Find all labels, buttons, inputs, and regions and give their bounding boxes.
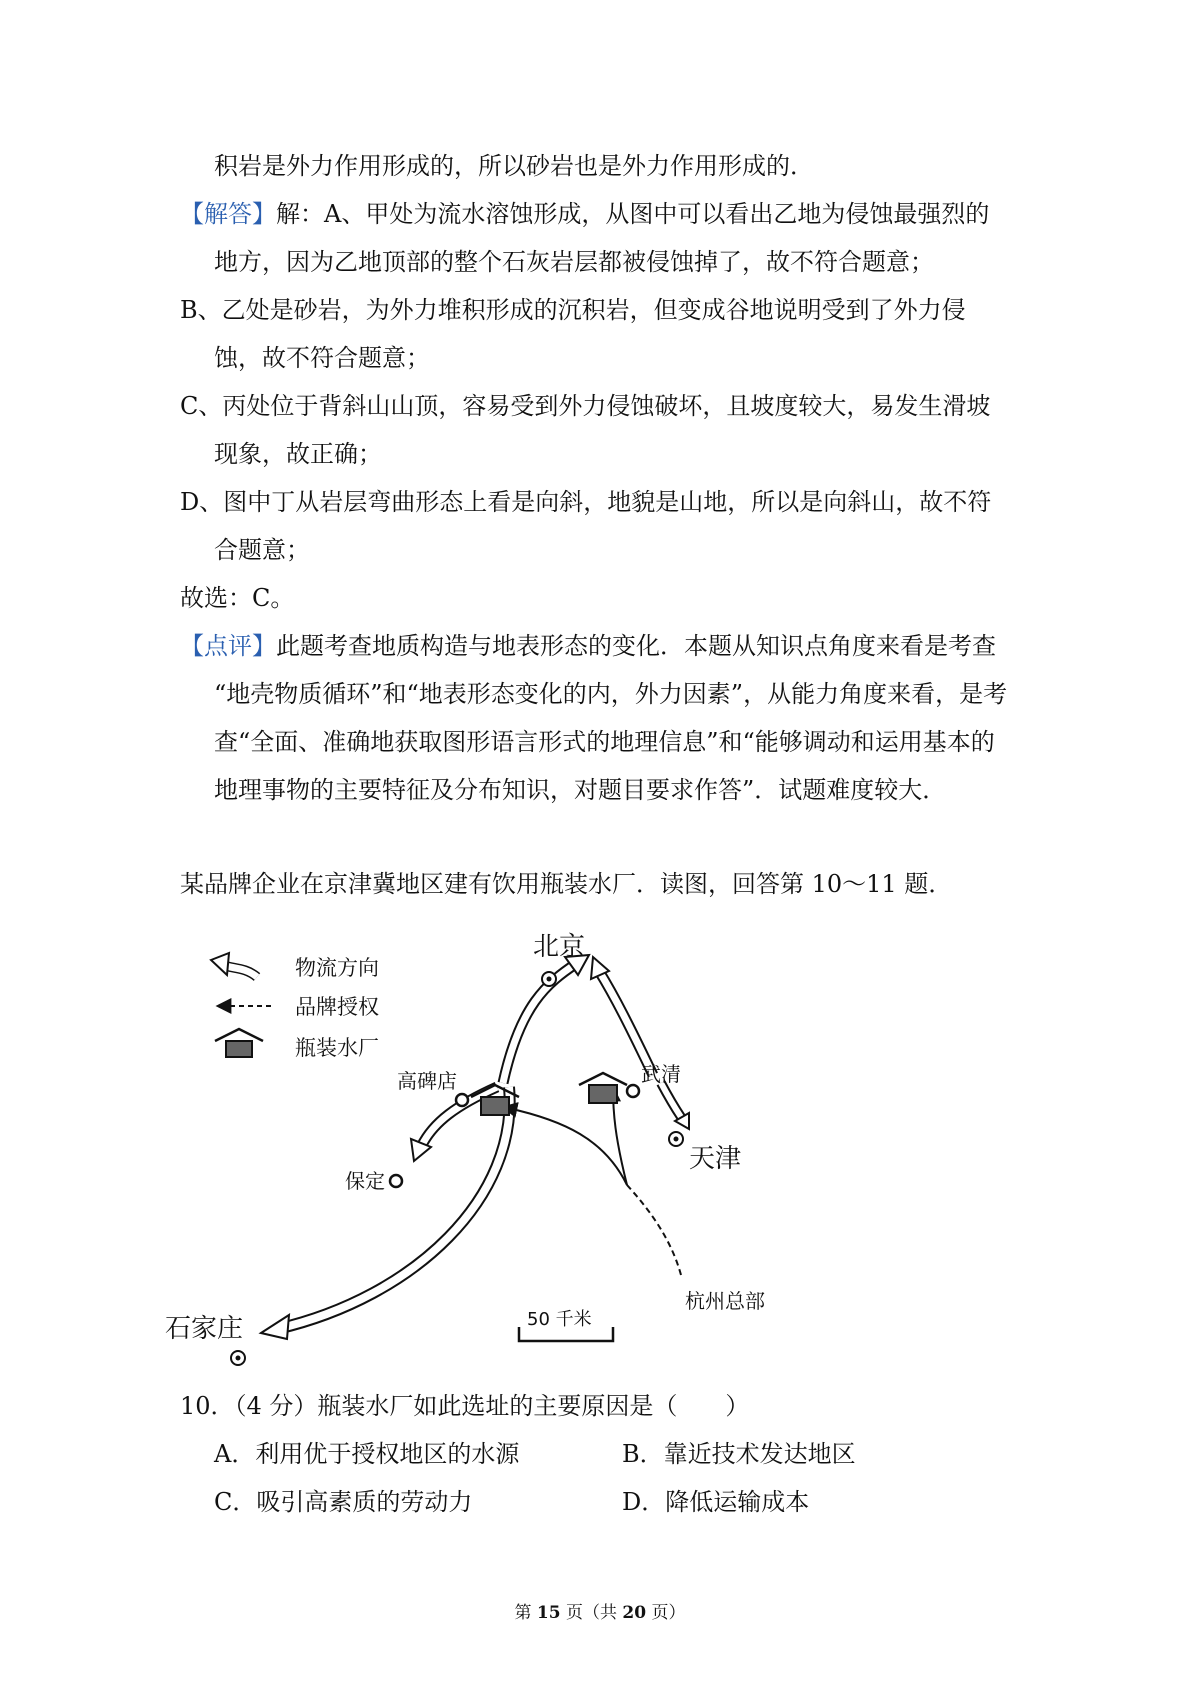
- answer-b-line-1: B、乙处是砂岩，为外力堆积形成的沉积岩，但变成谷地说明受到了外力侵: [180, 296, 966, 324]
- baoding-marker: [390, 1175, 402, 1187]
- beijing-marker: [542, 972, 556, 986]
- option-b: B．靠近技术发达地区: [622, 1440, 856, 1468]
- wuqing-marker: [627, 1085, 639, 1097]
- hq-label: 杭州总部: [685, 1289, 765, 1313]
- footer-page-number: 15: [536, 1603, 561, 1623]
- logistics-map: [165, 915, 895, 1375]
- wuqing-factory-icon: [579, 1073, 627, 1103]
- answer-line-1: [180, 198, 989, 230]
- shijiazhuang-label: 石家庄: [165, 1314, 244, 1344]
- option-d: D．降低运输成本: [622, 1488, 810, 1516]
- footer-mid: 页（共: [560, 1603, 623, 1623]
- shijiazhuang-marker: [231, 1351, 245, 1365]
- option-c: C．吸引高素质的劳动力: [214, 1488, 473, 1516]
- answer-choice: 故选：C。: [180, 584, 295, 612]
- baoding-label: 保定: [345, 1169, 385, 1193]
- legend-brand-label: 品牌授权: [295, 995, 379, 1019]
- answer-line-2: 地方，因为乙地顶部的整个石灰岩层都被侵蚀掉了，故不符合题意；: [214, 248, 934, 276]
- legend-factory-icon: [215, 1029, 263, 1057]
- comment-line-2: “地壳物质循环”和“地表形态变化的内，外力因素”，从能力角度来看，是考: [214, 680, 1008, 708]
- comment-tag: 【点评】: [180, 632, 276, 660]
- scale-label: 50 千米: [527, 1309, 592, 1330]
- comment-line-4: 地理事物的主要特征及分布知识，对题目要求作答”．试题难度较大．: [214, 776, 947, 804]
- answer-text-1: 解：A、甲处为流水溶蚀形成，从图中可以看出乙地为侵蚀最强烈的: [276, 200, 990, 228]
- footer-prefix: 第: [514, 1603, 537, 1623]
- footer-suffix: 页）: [646, 1603, 686, 1623]
- option-a: A．利用优于授权地区的水源: [214, 1440, 520, 1468]
- legend-flow-arrow-icon: [211, 953, 257, 977]
- comment-line-3: 查“全面、准确地获取图形语言形式的地理信息”和“能够调动和运用基本的: [214, 728, 995, 756]
- answer-tag: 【解答】: [180, 200, 276, 228]
- comment-line-1: [180, 630, 996, 662]
- gaobeidian-label: 高碑店: [397, 1069, 457, 1093]
- question-intro: 某品牌企业在京津冀地区建有饮用瓶装水厂．读图，回答第 10～11 题．: [180, 870, 953, 898]
- footer-total-pages: 20: [622, 1603, 647, 1623]
- wuqing-label: 武清: [641, 1062, 681, 1086]
- legend-flow-label: 物流方向: [295, 956, 379, 980]
- gaobeidian-marker: [456, 1094, 468, 1106]
- tianjin-label: 天津: [689, 1144, 742, 1174]
- answer-c-line-1: C、丙处位于背斜山山顶，容易受到外力侵蚀破坏，且坡度较大，易发生滑坡: [180, 392, 991, 420]
- legend: [211, 953, 379, 1060]
- analysis-tail: 积岩是外力作用形成的，所以砂岩也是外力作用形成的．: [214, 152, 814, 180]
- brand-authorization-lines: [503, 1087, 681, 1275]
- answer-d-line-1: D、图中丁从岩层弯曲形态上看是向斜，地貌是山地，所以是向斜山，故不符: [180, 488, 992, 516]
- tianjin-marker: [669, 1132, 683, 1146]
- answer-d-line-2: 合题意；: [214, 536, 310, 564]
- question-stem: 10．（4 分）瓶装水厂如此选址的主要原因是（ ）: [180, 1392, 750, 1420]
- answer-b-line-2: 蚀，故不符合题意；: [214, 344, 430, 372]
- beijing-label: 北京: [533, 932, 586, 962]
- page-footer: [0, 1602, 1200, 1624]
- legend-factory-label: 瓶装水厂: [295, 1036, 379, 1060]
- answer-c-line-2: 现象，故正确；: [214, 440, 382, 468]
- comment-text-1: 此题考查地质构造与地表形态的变化．本题从知识点角度来看是考查: [276, 632, 996, 660]
